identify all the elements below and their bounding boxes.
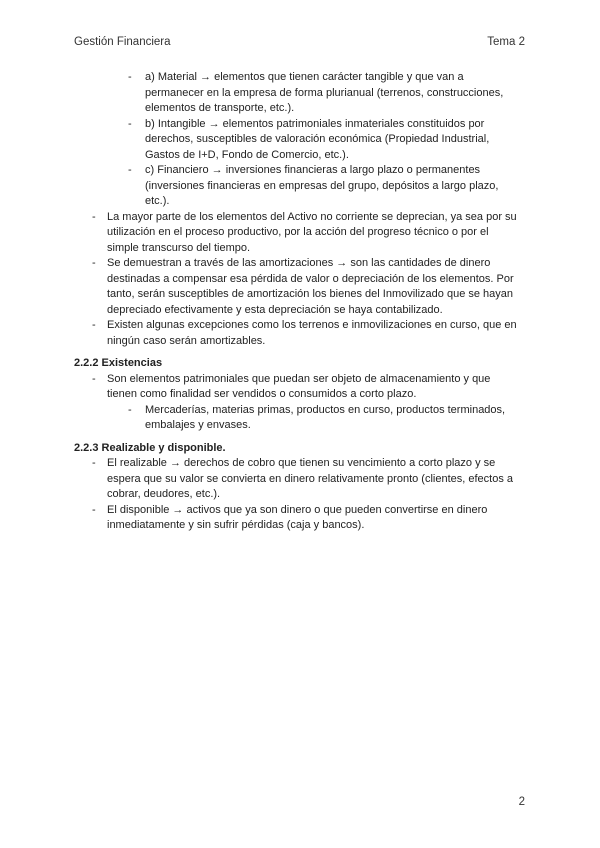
text-line: inmediatamente y sin sufrir pérdidas (caja y bancos). (107, 519, 365, 531)
text-line: etc.). (145, 195, 170, 207)
list-item (0, 256, 600, 318)
text-line: tanto, serán susceptibles de amortización los bienes del Inmovilizado que se hayan (107, 288, 514, 300)
bullet-dash: - (128, 164, 132, 176)
list-item (0, 70, 600, 117)
text-line: El realizable → derechos de cobro que tienen su vencimiento a corto plazo y se (107, 457, 496, 469)
bullet-dash: - (92, 372, 96, 385)
text-line: Existen algunas excepciones como los terrenos e inmovilizaciones en curso, que en (107, 319, 517, 331)
list-item (0, 503, 600, 534)
text-line: utilización en el proceso productivo, por la acción del progreso técnico o por el (107, 226, 489, 238)
text-line: depreciado efectivamente y esta depreciación se haya contabilizado. (107, 303, 443, 316)
bullet-dash: - (92, 503, 96, 516)
text-line: embalajes y envases. (145, 419, 251, 431)
text-line: tienen como finalidad ser vendidos o consumidos a corto plazo. (107, 388, 417, 400)
text-line: El disponible → activos que ya son dinero o que pueden convertirse en dinero (107, 503, 488, 516)
bullet-dash: - (92, 210, 96, 223)
text-line: derechos, susceptibles de valoración económica (Propiedad Industrial, (145, 133, 490, 145)
text-line: cobrar, deudores, etc.). (107, 488, 221, 500)
text-line: a) Material → elementos que tienen carácter tangible y que van a (145, 71, 464, 83)
bullet-dash: - (92, 257, 96, 269)
list-item (0, 456, 600, 503)
list-item (0, 117, 600, 164)
text-line: destinadas a compensar esa pérdida de valor o depreciación de los elementos. Por (107, 272, 514, 285)
text-line: Mercaderías, materias primas, productos en curso, productos terminados, (145, 403, 506, 416)
text-line: simple transcurso del tiempo. (107, 241, 251, 254)
section-heading-realizable: 2.2.3 Realizable y disponible. (74, 441, 226, 454)
text-line: c) Financiero → inversiones financieras a largo plazo o permanentes (145, 164, 481, 176)
header-topic: Tema 2 (487, 36, 525, 48)
text-line: Son elementos patrimoniales que puedan ser objeto de almacenamiento y que (107, 372, 491, 385)
bullet-dash: - (92, 457, 96, 469)
header-title: Gestión Financiera (74, 36, 171, 48)
bullet-dash: - (92, 319, 96, 331)
text-line: espera que su valor se convierta en dinero relativamente pronto (clientes, efectos a (107, 472, 514, 485)
text-line: Gastos de I+D, Fondo de Comercio, etc.). (145, 148, 349, 161)
bullet-dash: - (128, 71, 132, 83)
bullet-dash: - (128, 117, 132, 130)
list-item (0, 318, 600, 349)
section-heading-existencias: 2.2.2 Existencias (74, 357, 163, 369)
text-line: (inversiones financieras en empresas del grupo, depósitos a largo plazo, (145, 179, 499, 192)
document-body (0, 70, 600, 534)
text-line: La mayor parte de los elementos del Activo no corriente se deprecian, ya sea por su (107, 210, 517, 223)
list-item (0, 210, 600, 257)
text-line: Se demuestran a través de las amortizaciones → son las cantidades de dinero (107, 257, 491, 269)
list-item (0, 403, 600, 434)
text-line: elementos de transporte, etc.). (145, 102, 295, 114)
bullet-dash: - (128, 403, 132, 416)
list-item (0, 372, 600, 403)
text-line: ningún caso serán amortizables. (107, 334, 266, 347)
text-line: permanecer en la empresa de forma plurianual (terrenos, construcciones, (145, 86, 504, 99)
page-number: 2 (518, 796, 525, 808)
list-item (0, 163, 600, 210)
text-line: b) Intangible → elementos patrimoniales inmateriales constituidos por (145, 117, 485, 130)
